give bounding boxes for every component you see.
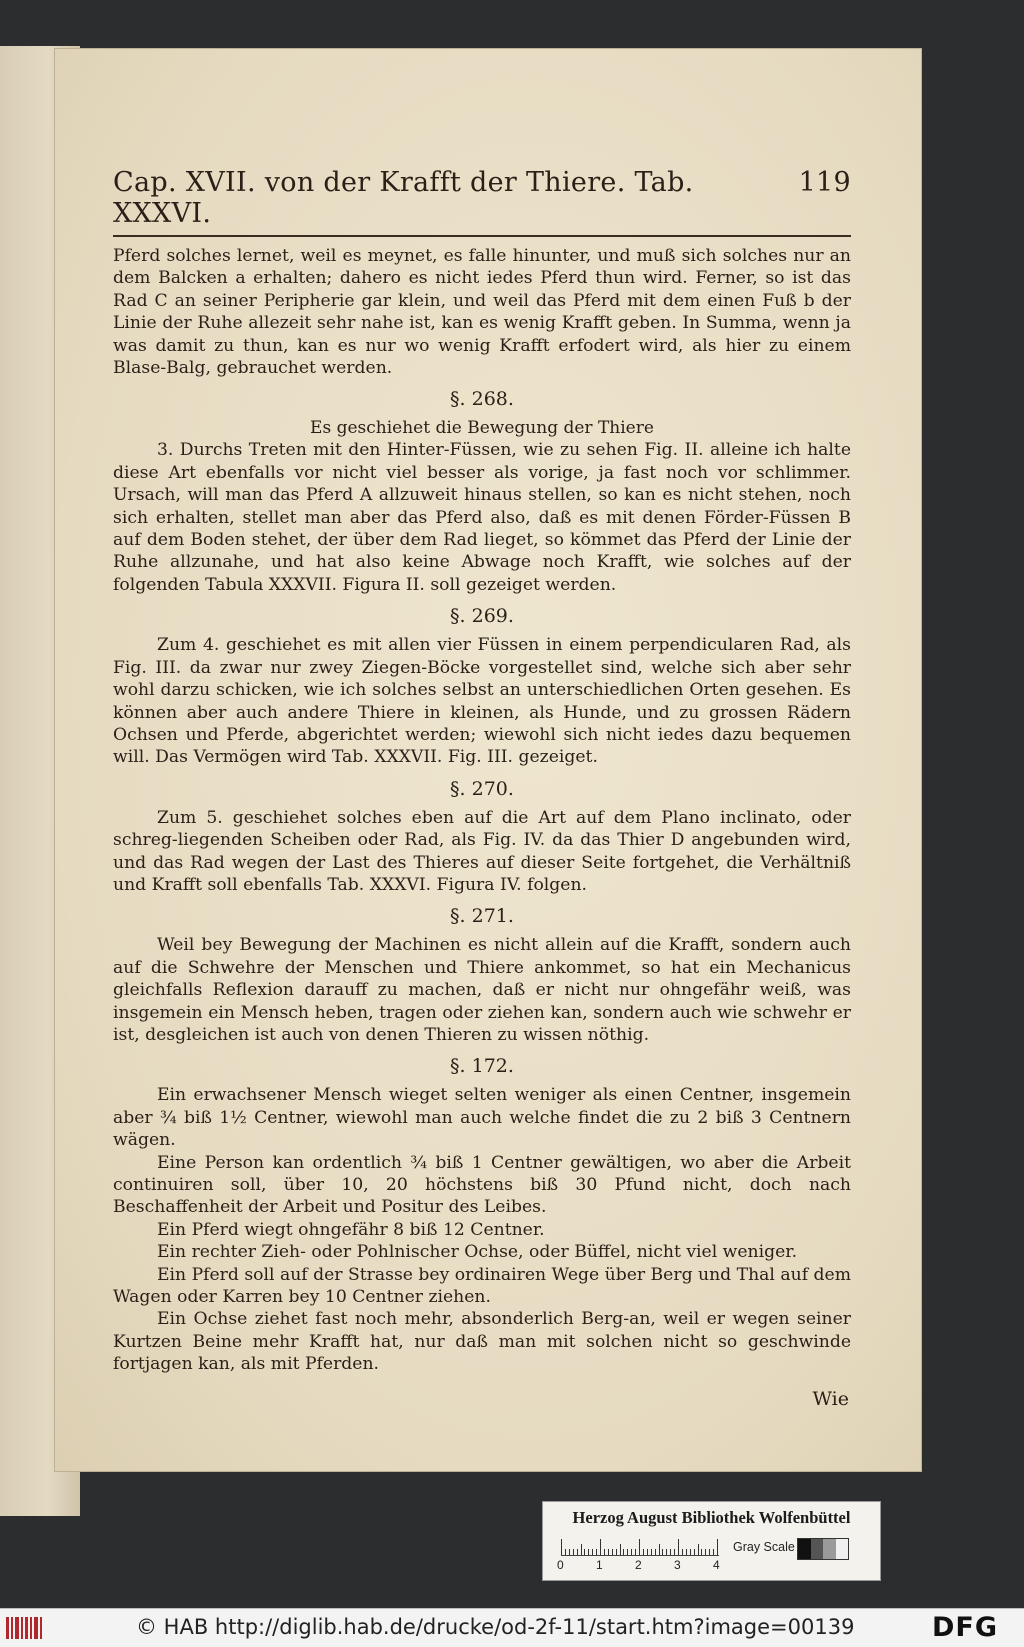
running-header (113, 167, 851, 237)
catchword: Wie (812, 1387, 849, 1410)
ruler-tick (631, 1549, 632, 1555)
header-title: Cap. XVII. von der Krafft der Thiere. Tab. XXXVI. (113, 167, 694, 229)
lead-line: Es geschiehet die Bewegung der Thiere (310, 418, 654, 439)
paragraph: Ein erwachsener Mensch wieget selten weniger als einen Centner, insgemein aber ¾ biß 1½ Centner, wiewohl man auch welche findet die zu 2 biß 3 Centnern wägen. (113, 1085, 851, 1151)
ruler-tick (690, 1549, 691, 1555)
ruler-tick (713, 1549, 714, 1555)
paragraph: 3. Durchs Treten mit den Hinter-Füssen, wie zu sehen Fig. II. alleine ich halte diese Art ebenfalls vor nicht viel besser als vorige, ja fast noch vor schlimmer. Ursach, will man das Pferd A allzuweit hinaus stellen, so kan es nicht stehen, noch sich erhalten, stellet man aber das Pferd also, daß es mit denen Förder-Füssen B auf dem Boden stehet, der über dem Rad lieget, so kömmet das Pferd der Linie der Ruhe allzunahe, und hat also keine Abwage noch Krafft, wie solches auf der folgenden Tabula XXXVII. Figura II. soll gezeiget werden. (113, 440, 851, 595)
paragraph: Eine Person kan ordentlich ¾ biß 1 Centner gewältigen, wo aber die Arbeit continuiren soll, über 10, 20 höchstens biß 30 Pfund nicht, doch nach Beschaffenheit der Arbeit und Positur des Leibes. (113, 1152, 851, 1218)
ruler-tick (623, 1549, 624, 1555)
scale-number: 0 (557, 1558, 564, 1572)
section-heading: §. 270. (450, 777, 514, 800)
section-heading: §. 268. (450, 388, 514, 411)
ruler-tick (705, 1549, 706, 1555)
ruler-tick (561, 1539, 562, 1555)
barcode-icon (6, 1617, 44, 1639)
section-heading: §. 172. (450, 1055, 514, 1078)
section-heading: §. 269. (450, 605, 514, 628)
ruler-tick (639, 1539, 640, 1555)
book-page (55, 49, 921, 1471)
ruler-tick (588, 1549, 589, 1555)
scale-numbers (557, 1558, 727, 1574)
gray-patch (798, 1539, 811, 1559)
gray-patch (811, 1539, 824, 1559)
ruler-tick (592, 1549, 593, 1555)
ruler-tick (701, 1549, 702, 1555)
scale-number: 3 (674, 1558, 681, 1572)
ruler-tick (686, 1549, 687, 1555)
ruler-tick (709, 1549, 710, 1555)
scale-ruler (561, 1539, 719, 1556)
paragraph: Weil bey Bewegung der Machinen es nicht allein auf die Krafft, sondern auch auf die Schwehre der Menschen und Thiere ankommet, so hat ein Mechanicus gleichfalls Reflexion darauff zu machen, daß er nicht nur ohngefähr weiß, was insgemein ein Mensch heben, tragen oder ziehen kan, sondern auch wie schwehr er ist, desgleichen ist auch von denen Thieren zu wissen nöthig. (113, 935, 851, 1045)
section-heading: §. 271. (450, 905, 514, 928)
body-text (113, 245, 851, 1376)
paragraph: Ein Pferd soll auf der Strasse bey ordinairen Wege über Berg und Thal auf dem Wagen oder Karren bey 10 Centner ziehen. (113, 1264, 851, 1308)
footer-bar (0, 1608, 1024, 1647)
scale-number: 1 (596, 1558, 603, 1572)
source-link[interactable]: © HAB http://diglib.hab.de/drucke/od-2f-11/start.htm?image=00139 (136, 1615, 855, 1639)
ruler-tick (694, 1549, 695, 1555)
ruler-tick (573, 1549, 574, 1555)
ruler-tick (627, 1549, 628, 1555)
ruler-tick (565, 1549, 566, 1555)
ruler-tick (698, 1544, 699, 1555)
ruler-tick (620, 1544, 621, 1555)
paragraph: Pferd solches lernet, weil es meynet, es falle hinunter, und muß sich solches nur an dem Balcken a erhalten; dahero es nicht iedes Pferd thun wird. Ferner, so ist das Rad C an seiner Peripherie gar klein, und weil das Pferd mit dem einen Fuß b der Linie der Ruhe allezeit sehr nahe ist, kan es wenig Krafft geben. In Summa, wenn ja was damit zu thun, kan es nur wo wenig Krafft erfodert wird, als hier zu einem Blase-Balg, gebrauchet werden. (113, 246, 851, 379)
gray-scale-swatch (797, 1538, 849, 1560)
dfg-logo: DFG (932, 1612, 999, 1643)
ruler-tick (717, 1539, 718, 1555)
ruler-tick (655, 1549, 656, 1555)
ruler-tick (612, 1549, 613, 1555)
ruler-tick (604, 1549, 605, 1555)
ruler-tick (662, 1549, 663, 1555)
paragraph: Ein Ochse ziehet fast noch mehr, absonderlich Berg-an, weil er wegen seiner Kurtzen Beine mehr Krafft hat, nur daß man mit solchen nicht so geschwinde fortjagen kan, als mit Pferden. (113, 1309, 851, 1375)
ruler-tick (682, 1549, 683, 1555)
ruler-tick (674, 1549, 675, 1555)
paragraph: Ein Pferd wiegt ohngefähr 8 biß 12 Centner. (157, 1219, 545, 1240)
ruler-tick (608, 1549, 609, 1555)
ruler-tick (647, 1549, 648, 1555)
ruler-tick (659, 1544, 660, 1555)
ruler-tick (569, 1549, 570, 1555)
gray-patch (823, 1539, 836, 1559)
ruler-tick (670, 1549, 671, 1555)
ruler-tick (596, 1549, 597, 1555)
paragraph: Ein rechter Zieh- oder Pohlnischer Ochse, oder Büffel, nicht viel weniger. (157, 1242, 798, 1263)
color-calibration-card (543, 1502, 880, 1580)
ruler-tick (577, 1549, 578, 1555)
ruler-tick (600, 1539, 601, 1555)
ruler-tick (635, 1549, 636, 1555)
gray-scale-label: Gray Scale (733, 1540, 795, 1554)
ruler-tick (581, 1544, 582, 1555)
ruler-tick (666, 1549, 667, 1555)
paragraph: Zum 5. geschiehet solches eben auf die Art auf dem Plano inclinato, oder schreg-liegenden Scheiben oder Rad, als Fig. IV. da das Thier D angebunden wird, und das Rad wegen der Last des Thieres auf dieser Seite fortgehet, die Verhältniß und Krafft soll ebenfalls Tab. XXXVI. Figura IV. folgen. (113, 807, 851, 895)
scale-number: 4 (713, 1558, 720, 1572)
ruler-tick (651, 1549, 652, 1555)
library-name: Herzog August Bibliothek Wolfenbüttel (572, 1508, 851, 1527)
ruler-tick (678, 1539, 679, 1555)
gray-patch (836, 1539, 849, 1559)
ruler-tick (584, 1549, 585, 1555)
ruler-tick (616, 1549, 617, 1555)
paragraph: Zum 4. geschiehet es mit allen vier Füssen in einem perpendicularen Rad, als Fig. III. da zwar nur zwey Ziegen-Böcke vorgestellet sind, welche sich aber sehr wohl darzu schicken, wie ich solches selbst an unterschiedlichen Orten gesehen. Es können aber auch andere Thiere in kleinen, als Hunde, und zu grossen Rädern Ochsen und Pferde, abgerichtet werden; wiewohl sich nicht iedes dazu bequemen will. Das Vermögen wird Tab. XXXVII. Fig. III. gezeiget. (113, 635, 851, 768)
page-content (113, 167, 851, 1410)
page-number: 119 (798, 167, 851, 198)
ruler-tick (643, 1549, 644, 1555)
scale-number: 2 (635, 1558, 642, 1572)
